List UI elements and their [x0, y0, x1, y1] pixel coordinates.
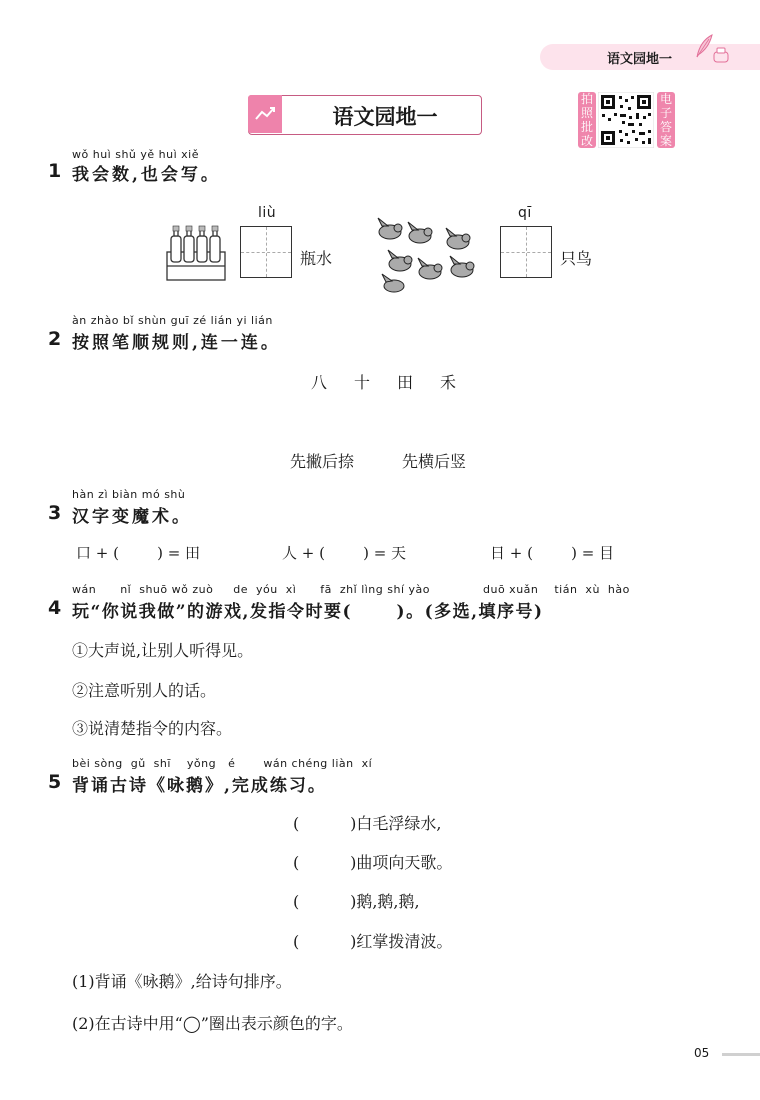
q3-equation[interactable]: 日 + ( ) = 目: [490, 544, 615, 562]
q4-text[interactable]: 玩“你说我做”的游戏,发指令时要( )。(多选,填序号): [72, 602, 544, 622]
q4-option: ②注意听别人的话。: [72, 681, 217, 700]
q1-item1-suffix: 瓶水: [300, 249, 333, 268]
qr-left-label: 拍照批改: [578, 92, 596, 148]
q2-char[interactable]: 田: [397, 373, 414, 392]
birds-image: [374, 214, 478, 296]
q4-pinyin-b: duō xuǎn tián xù hào: [483, 583, 630, 596]
q4-number: 4: [48, 597, 62, 619]
q1-writing-box-2[interactable]: [500, 226, 552, 278]
q5-poem-line[interactable]: ( )曲项向天歌。: [293, 853, 453, 872]
q1-item2-pinyin: qī: [518, 205, 532, 221]
q3-pinyin: hàn zì biàn mó shù: [72, 488, 186, 501]
footer-line: [722, 1053, 760, 1056]
q5-text: 背诵古诗《咏鹅》,完成练习。: [72, 776, 327, 796]
q4-option: ③说清楚指令的内容。: [72, 719, 233, 738]
q2-char[interactable]: 十: [354, 373, 371, 392]
q3-equation[interactable]: 口 + ( ) = 田: [76, 544, 201, 562]
q2-pinyin: àn zhào bǐ shùn guī zé lián yi lián: [72, 314, 273, 327]
q2-rule[interactable]: 先横后竖: [402, 452, 467, 471]
header-section-title: 语文园地一: [607, 52, 673, 67]
qr-right-label: 电子答案: [657, 92, 675, 148]
q2-text: 按照笔顺规则,连一连。: [72, 333, 281, 353]
q1-text: 我会数,也会写。: [72, 165, 221, 185]
q1-writing-box-1[interactable]: [240, 226, 292, 278]
q2-char[interactable]: 禾: [440, 373, 457, 392]
q5-task: (2)在古诗中用“◯”圈出表示颜色的字。: [72, 1014, 353, 1033]
q3-number: 3: [48, 502, 62, 524]
page-number: 05: [694, 1046, 710, 1060]
q5-poem-line[interactable]: ( )红掌拨清波。: [293, 932, 453, 951]
trend-icon: [248, 95, 282, 133]
inkpot-icon: [712, 44, 730, 64]
qr-code-icon[interactable]: [598, 92, 654, 148]
q4-option: ①大声说,让别人听得见。: [72, 641, 254, 660]
q5-pinyin: bèi sòng gǔ shī yǒng é wán chéng liàn xí: [72, 757, 373, 770]
q2-char[interactable]: 八: [311, 373, 328, 392]
q5-poem-line[interactable]: ( )白毛浮绿水,: [293, 814, 442, 833]
q1-item1-pinyin: liù: [258, 205, 277, 221]
q2-number: 2: [48, 328, 62, 350]
q5-task: (1)背诵《咏鹅》,给诗句排序。: [72, 972, 292, 991]
feather-icon: [694, 33, 714, 59]
page-title: 语文园地一: [332, 105, 438, 129]
q5-number: 5: [48, 771, 62, 793]
water-bottles-image: [165, 222, 229, 284]
q5-poem-line[interactable]: ( )鹅,鹅,鹅,: [293, 892, 420, 911]
q1-item2-suffix: 只鸟: [560, 249, 593, 268]
title-tag: [248, 95, 282, 133]
q1-number: 1: [48, 160, 62, 182]
q3-equation[interactable]: 人 + ( ) = 天: [282, 544, 407, 562]
q1-pinyin: wǒ huì shǔ yě huì xiě: [72, 148, 199, 161]
q3-text: 汉字变魔术。: [72, 507, 192, 527]
q2-rule[interactable]: 先撇后捺: [290, 452, 355, 471]
q4-pinyin-a: wán nǐ shuō wǒ zuò de yóu xì fā zhǐ lìng shí yào: [72, 583, 430, 596]
